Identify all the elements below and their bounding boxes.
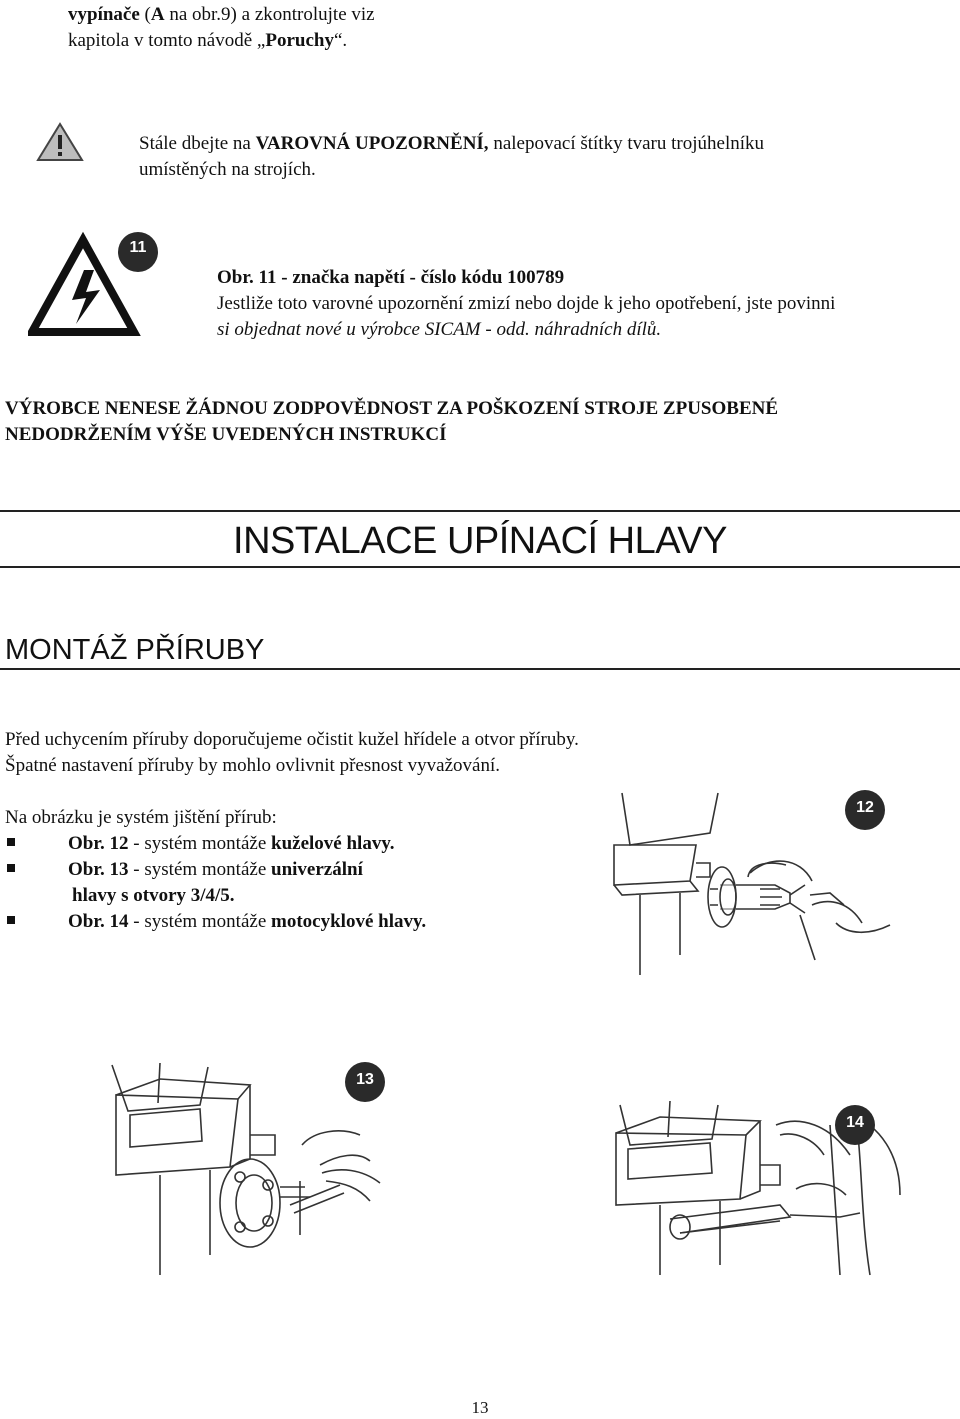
top-note-rest: na obr.9) a zkontrolujte viz (164, 4, 375, 25)
top-note-suffix: “. (333, 30, 348, 51)
warning-prefix: Stále dbejte na (139, 133, 256, 154)
bullet-icon (7, 864, 15, 872)
warning-note-line2: umístěných na strojích. (139, 159, 316, 180)
fig12 (600, 785, 900, 980)
warning-bold: VAROVNÁ UPOZORNĚNÍ, (255, 133, 489, 154)
list-item (68, 857, 363, 883)
subsection-title: MONTÁŽ PŘÍRUBY (5, 634, 265, 666)
section-rule-bottom (0, 566, 960, 568)
warning-triangle-icon (36, 122, 84, 167)
warning-note-line1 (139, 131, 764, 157)
section-title-text: INSTALACE UPÍNACÍ HLAVY (233, 520, 727, 562)
fig13 (100, 1055, 400, 1280)
fig11-badge: 11 (129, 239, 147, 256)
disclaimer-line1: VÝROBCE NENESE ŽÁDNOU ZODPOVĚDNOST ZA POŠKOZENÍ STROJE ZPUSOBENÉ (5, 398, 779, 419)
list-item (68, 831, 395, 857)
list-text: - systém montáže (128, 911, 272, 932)
fig13-badge: 13 (356, 1071, 374, 1088)
warning-rest: nalepovací štítky tvaru trojúhelníku (488, 133, 764, 154)
body-line2: Špatné nastavení příruby by mohlo ovlivnit přesnost vyvažování. (5, 755, 500, 776)
letter-a: A (150, 4, 165, 25)
top-note-line2 (68, 28, 347, 54)
faults-chapter: Poruchy (265, 30, 334, 51)
list-bold: motocyklové hlavy. (271, 911, 427, 932)
fig14-badge: 14 (846, 1114, 864, 1131)
subsection-rule (0, 668, 960, 670)
list-bold: kuželové hlavy. (271, 833, 395, 854)
top-note-prefix: kapitola v tomto návodě „ (68, 30, 266, 51)
list-intro: Na obrázku je systém jištění přírub: (5, 807, 277, 828)
fig11 (28, 228, 168, 348)
list-item-continuation: hlavy s otvory 3/4/5. (72, 885, 235, 906)
fig12-badge: 12 (856, 799, 874, 816)
list-text: - systém montáže (128, 833, 272, 854)
list-ref: Obr. 12 (68, 833, 129, 854)
fig11-caption (217, 265, 564, 291)
body-line1: Před uchycením příruby doporučujeme očistit kužel hřídele a otvor příruby. (5, 729, 579, 750)
top-note-line1 (68, 2, 375, 28)
list-item (68, 909, 426, 935)
section-rule-top (0, 510, 960, 512)
section-title (0, 516, 960, 566)
list-ref: Obr. 14 (68, 911, 129, 932)
switch-word: vypínače (68, 4, 140, 25)
page-number: 13 (471, 1398, 489, 1417)
fig11-line2: Jestliže toto varovné upozornění zmizí nebo dojde k jeho opotřebení, jste povinni (217, 293, 836, 314)
fig14 (600, 1095, 910, 1280)
list-ref: Obr. 13 (68, 859, 129, 880)
bullet-icon (7, 916, 15, 924)
list-text: - systém montáže (128, 859, 272, 880)
fig11-caption-bold: Obr. 11 - značka napětí - číslo kódu 100789 (217, 267, 565, 288)
bullet-icon (7, 838, 15, 846)
disclaimer-line2: NEDODRŽENÍM VÝŠE UVEDENÝCH INSTRUKCÍ (5, 424, 447, 445)
fig11-line3: si objednat nové u výrobce SICAM - odd. náhradních dílů. (217, 319, 662, 340)
list-bold: univerzální (271, 859, 363, 880)
paren-open: ( (139, 4, 151, 25)
